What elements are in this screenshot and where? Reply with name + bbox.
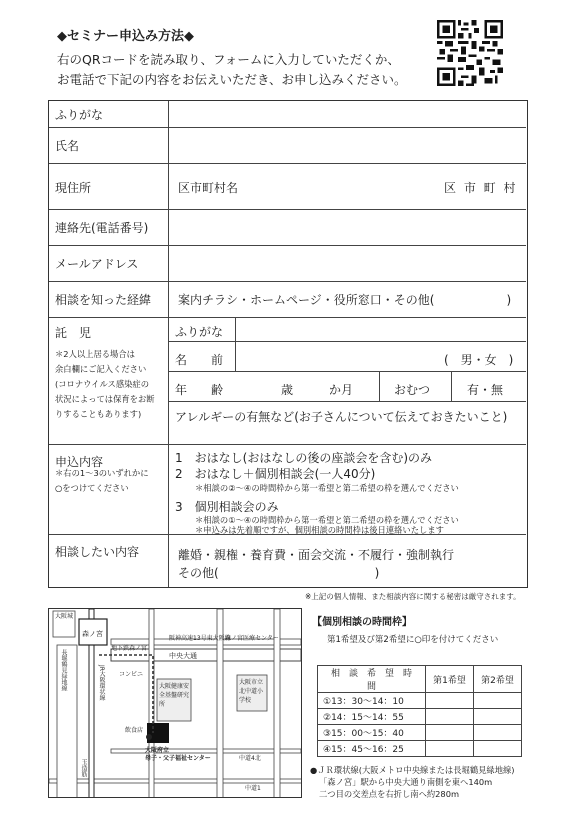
- source-label: 相談を知った経緯: [55, 293, 152, 307]
- phone-label: 連絡先(電話番号): [55, 221, 149, 235]
- map-nagahori: 長堀鶴見緑地線: [60, 649, 67, 691]
- timeslot-header-time: 相 談 希 望 時 間: [318, 666, 426, 693]
- first-choice-cell[interactable]: [426, 725, 474, 741]
- apply-option-3: 3 個別相談会のみ: [175, 500, 279, 514]
- child-age-months: か月: [329, 383, 354, 397]
- table-row: [318, 709, 522, 725]
- privacy-note: ※上記の個人情報、また相談内容に関する秘密は厳守されます。: [305, 592, 521, 601]
- timeslot-header-row: [318, 666, 522, 693]
- child-note-3: (コロナウイルス感染症の: [55, 379, 150, 389]
- map-school: 大阪市立北中道小学校: [239, 679, 264, 704]
- diaper-label: おむつ: [394, 383, 431, 397]
- map-hanshin: 阪神高速13号東大阪線: [169, 635, 231, 642]
- consult-line-2: その他( ): [178, 566, 380, 580]
- map-tamatsukuri: 玉造筋: [80, 759, 87, 777]
- second-choice-cell[interactable]: [474, 693, 522, 709]
- address-prefix: 区市町村名: [178, 181, 239, 195]
- apply-option-3-note-2: ＊申込みは先着順ですが、個別相談の時間枠は後日連絡いたします: [195, 525, 444, 535]
- map-nakamichi1: 中道1: [245, 785, 261, 792]
- child-note-1: ＊2人以上居る場合は: [55, 349, 135, 359]
- furigana-label: ふりがな: [55, 108, 104, 122]
- child-name-label: 名 前: [175, 353, 224, 367]
- apply-option-2: 2 おはなし＋個別相談会(一人40分): [175, 467, 376, 481]
- map-konbini: コンビニ: [119, 671, 144, 678]
- diaper-option: 有・無: [467, 383, 504, 397]
- timeslot-instruction: 第1希望及び第2希望に○印を付けてください: [327, 635, 499, 645]
- first-choice-cell[interactable]: [426, 709, 474, 725]
- map-morinomiya: 森ノ宮: [82, 630, 103, 638]
- instruction-line-2: お電話で下記の内容をお伝えいただき、お申し込みください。: [57, 72, 407, 87]
- map-institute: 大阪健康安全基盤研究所: [159, 683, 190, 708]
- name-label: 氏名: [55, 139, 80, 153]
- access-line-1: ●ＪＲ環状線(大阪メトロ中央線または長堀鶴見緑地線): [310, 765, 515, 775]
- map-target-1: 大阪府立: [145, 747, 170, 754]
- table-row: [318, 741, 522, 757]
- apply-note-1: ＊右の1〜3のいずれかに: [55, 468, 149, 478]
- access-line-3: 二つ目の交差点を右折し南へ約280m: [319, 789, 460, 799]
- timeslot-header-second: 第2希望: [474, 666, 522, 693]
- child-note-4: 状況によっては保育をお断: [55, 394, 155, 404]
- map-restaurant: 飲食店: [125, 727, 144, 734]
- apply-option-2-note: ＊相談の②〜④の時間枠から第一希望と第二希望の枠を選んでください: [195, 483, 459, 493]
- child-note-5: りすることもあります): [55, 409, 142, 419]
- apply-option-3-note-1: ＊相談の①〜④の時間枠から第一希望と第二希望の枠を選んでください: [195, 515, 459, 525]
- child-age-sai: 歳: [281, 383, 294, 397]
- map-metro: 地下鉄森ノ宮: [111, 645, 148, 652]
- allergy-label: アレルギーの有無など(お子さんについて伝えておきたいこと): [175, 410, 508, 424]
- address-label: 現住所: [55, 181, 92, 195]
- address-suffix: 区 市 町 村: [444, 181, 518, 195]
- map-jr-line: JR大阪環状線: [98, 665, 105, 701]
- timeslot-cell: ④15：45〜16：25: [318, 741, 426, 757]
- child-note-2: 余白欄にご記入ください: [55, 364, 147, 374]
- application-form: [48, 100, 528, 588]
- access-line-2: 「森ノ宮」駅から中央大通り南側を東へ140m: [319, 777, 493, 787]
- map-target-2: 母子・父子福祉センター: [145, 755, 211, 762]
- source-options: 案内チラシ・ホームページ・役所窓口・その他( ): [178, 293, 512, 307]
- access-map: [48, 608, 302, 798]
- map-nakamichi4: 中道4北: [239, 755, 261, 762]
- map-medical-center: 森ノ宮医療センター: [225, 635, 279, 642]
- second-choice-cell[interactable]: [474, 709, 522, 725]
- email-label: メールアドレス: [55, 257, 139, 271]
- timeslot-title: 【個別相談の時間枠】: [312, 617, 412, 628]
- qr-code-icon[interactable]: [437, 20, 503, 86]
- child-label: 託 児: [55, 326, 92, 340]
- timeslot-cell: ①13：30〜14：10: [318, 693, 426, 709]
- table-row: [318, 693, 522, 709]
- map-chuo: 中央大通: [169, 652, 197, 660]
- child-gender: ( 男・女 ): [444, 353, 514, 367]
- instruction-line-1: 右のQRコードを読み取り、フォームに入力していただくか、: [57, 52, 400, 67]
- timeslot-header-first: 第1希望: [426, 666, 474, 693]
- apply-option-1: 1 おはなし(おはなしの後の座談会を含む)のみ: [175, 451, 432, 465]
- timeslot-table: [317, 665, 522, 757]
- child-age-label: 年 齢: [175, 383, 224, 397]
- second-choice-cell[interactable]: [474, 741, 522, 757]
- map-station-label: 大阪城: [55, 613, 74, 620]
- consult-line-1: 離婚・親権・養育費・面会交流・不履行・強制執行: [178, 548, 455, 562]
- second-choice-cell[interactable]: [474, 725, 522, 741]
- table-row: [318, 725, 522, 741]
- first-choice-cell[interactable]: [426, 741, 474, 757]
- first-choice-cell[interactable]: [426, 693, 474, 709]
- timeslot-cell: ③15：00〜15：40: [318, 725, 426, 741]
- consult-label: 相談したい内容: [55, 545, 140, 559]
- timeslot-cell: ②14：15〜14：55: [318, 709, 426, 725]
- child-furigana-label: ふりがな: [175, 325, 224, 339]
- seminar-heading: ◆セミナー申込み方法◆: [57, 29, 194, 44]
- apply-label: 申込内容: [55, 455, 104, 469]
- apply-note-2: ○をつけてください: [55, 483, 129, 493]
